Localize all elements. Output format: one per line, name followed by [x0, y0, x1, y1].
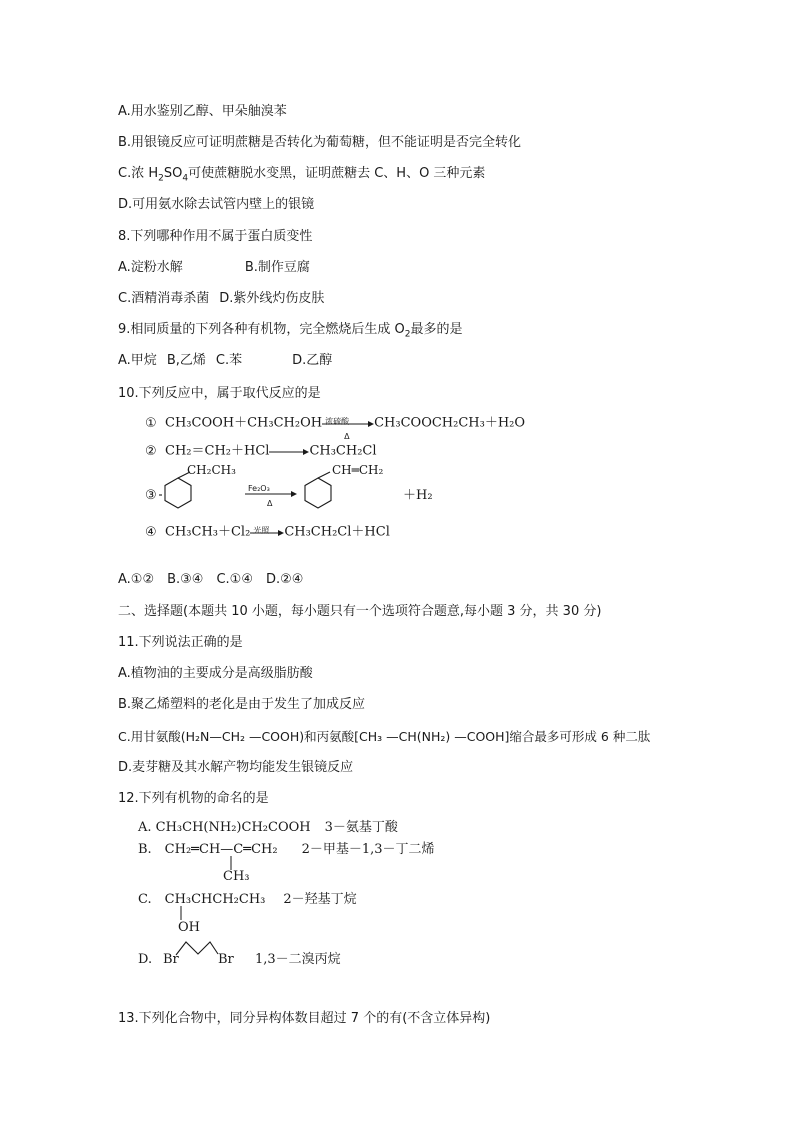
q12-option-d-label: D. [138, 952, 153, 967]
q12-option-c: C. CH₃CHCH₂CH₃ 2－羟基丁烷 [138, 892, 357, 907]
q11-stem: 11.下列说法正确的是 [118, 635, 243, 650]
reaction-arrow: 光照 [250, 524, 284, 540]
q11-option-b: B.聚乙烯塑料的老化是由于发生了加成反应 [118, 697, 366, 712]
q12-stem: 12.下列有机物的命名的是 [118, 791, 269, 806]
q10-options: A.①② B.③④ C.①④ D.②④ [118, 572, 304, 587]
reaction-3-vinyl-group: CH═CH₂ [332, 463, 384, 477]
q8-options-row1 [118, 260, 310, 276]
q8-options-row2 [118, 291, 324, 307]
q9-stem: 9.相同质量的下列各种有机物，完全燃烧后生成 $O_2$最多的是 [118, 322, 463, 340]
q12-option-b-branch: CH₃ [223, 869, 250, 884]
benzene-ring-left-icon [159, 472, 191, 508]
section-2-title: 二、选择题(本题共 10 小题，每小题只有一个选项符合题意,每小题 3 分，共 30 分) [118, 604, 602, 619]
q10-stem: 10.下列反应中，属于取代反应的是 [118, 386, 321, 401]
q8-option-b: B.制作豆腐 [244, 260, 310, 275]
reaction-3-arrow: Fe₂O₃ Δ [245, 485, 297, 501]
reaction-3-number: ③ [145, 488, 157, 503]
q7-option-d: D.可用氨水除去试管内壁上的银镜 [118, 197, 315, 212]
branch-bond-icon [178, 906, 184, 920]
q12-option-a: A. CH₃CH(NH₂)CH₂COOH 3－氨基丁酸 [138, 820, 398, 835]
reaction-3-hydrogen: ＋H₂ [403, 488, 433, 503]
reaction-1: ① CH₃COOH＋CH₃CH₂OH 浓硫酸 Δ CH₃COOCH₂CH₃＋H₂O [145, 415, 526, 441]
q8-option-c: C.酒精消毒杀菌 [118, 291, 210, 306]
q11-option-a: A.植物油的主要成分是高级脂肪酸 [118, 666, 313, 681]
q7-option-b: B.用银镜反应可证明蔗糖是否转化为葡萄糖，但不能证明是否完全转化 [118, 135, 522, 150]
q13-stem: 13.下列化合物中，同分异构体数目超过 7 个的有(不含立体异构) [118, 1011, 491, 1026]
q11-option-c: C.用甘氨酸(H₂N—CH₂ —COOH)和丙氨酸[CH₃ —CH(NH₂) —COOH]缩合最多可形成 6 种二肽 [118, 729, 651, 744]
reaction-2: ② CH₂＝CH₂＋HCl CH₃CH₂Cl [145, 443, 377, 459]
q12-option-d-name: 1,3－二溴丙烷 [255, 952, 341, 967]
q9-options: A.甲烷 B,乙烯 C.苯 D.乙醇 [118, 353, 333, 368]
branch-bond-icon [228, 856, 234, 870]
q8-option-a: A.淀粉水解 [118, 260, 183, 275]
benzene-ring-right-icon [305, 472, 331, 508]
reaction-4: ④ CH₃CH₃＋Cl₂ 光照 CH₃CH₂Cl＋HCl [145, 524, 390, 540]
reaction-arrow [269, 443, 309, 459]
q7-option-a: A.用水鉴别乙醇、甲朵舳溴苯 [118, 104, 287, 119]
q12-option-d-br2: Br [218, 952, 234, 967]
q11-option-d: D.麦芽糖及其水解产物均能发生银镜反应 [118, 760, 354, 775]
reaction-3-ethyl-group: CH₂CH₃ [187, 463, 236, 477]
q7-option-c: C.浓 $H_2SO_4$可使蔗糖脱水变黑，证明蔗糖去 C、H、O 三种元素 [118, 166, 486, 184]
q12-option-c-branch: OH [178, 920, 200, 935]
q12-option-b: B. CH₂═CH—C═CH₂ 2－甲基－1,3－丁二烯 [138, 842, 435, 857]
reaction-arrow: 浓硫酸 Δ [322, 415, 374, 431]
zigzag-chain-icon [172, 938, 222, 958]
q12-option-d-br1: Br [163, 952, 179, 967]
q8-stem: 8.下列哪种作用不属于蛋白质变性 [118, 229, 313, 244]
q8-option-d: D.紫外线灼伤皮肤 [219, 291, 325, 306]
